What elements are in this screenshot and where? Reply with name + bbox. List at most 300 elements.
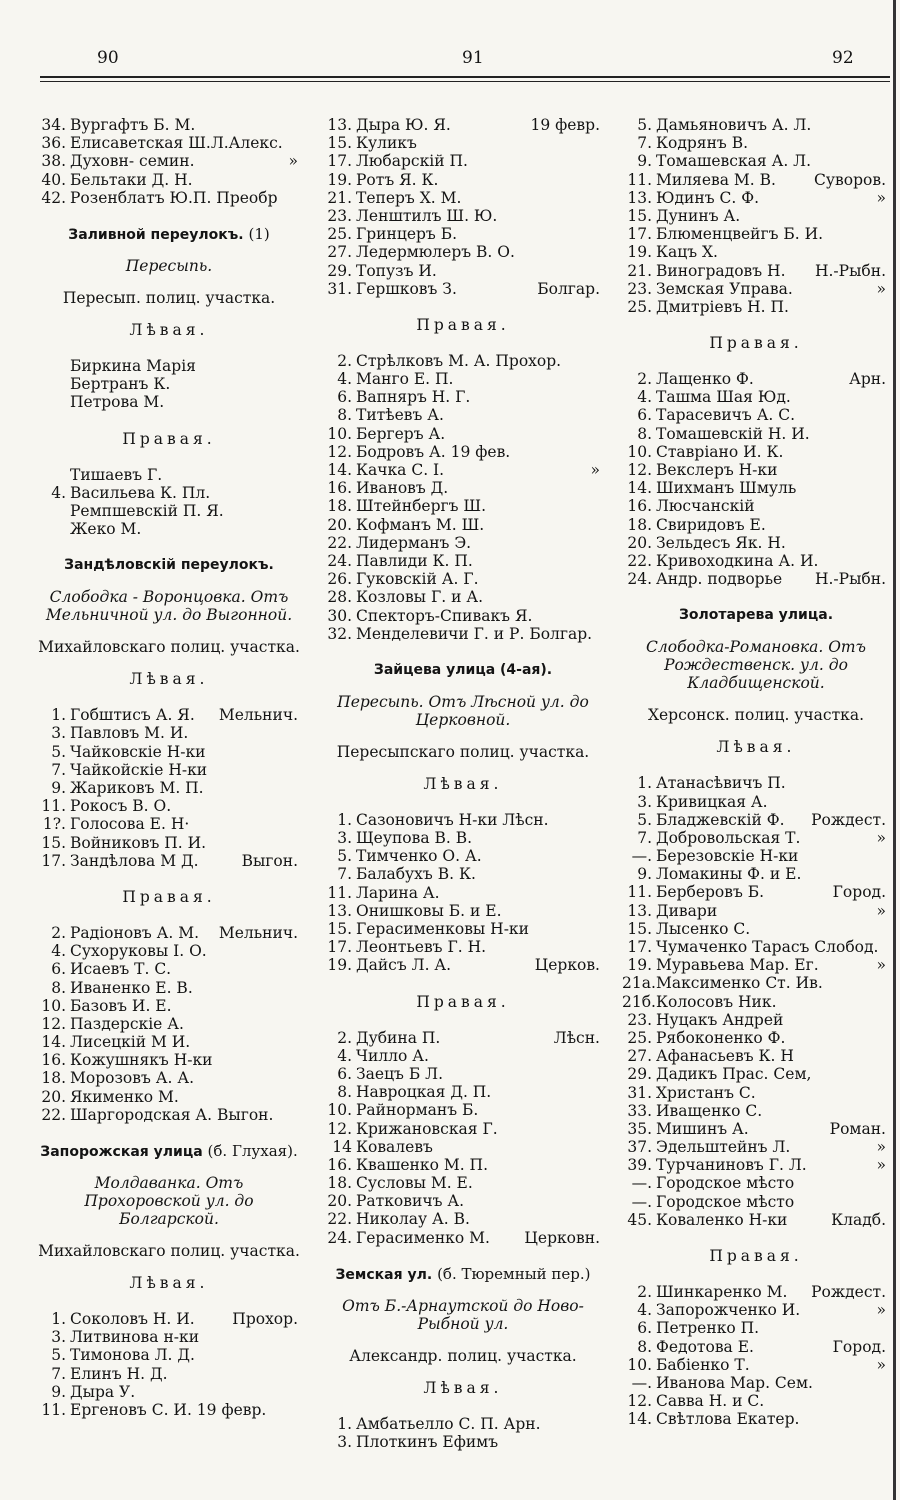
house-number: 28. — [327, 588, 352, 607]
resident-entry — [322, 1210, 604, 1228]
police-precinct: Пересыпскаго полиц. участка. — [336, 742, 590, 761]
house-number: 19. — [327, 956, 352, 975]
resident-entry — [622, 974, 890, 992]
resident-entry — [622, 956, 890, 974]
resident-entry — [322, 884, 604, 902]
resident-entry — [622, 207, 890, 225]
resident-name: Ротъ Я. К. — [356, 170, 439, 189]
resident-name: Колосовъ Ник. — [656, 992, 777, 1011]
police-precinct: Херсонск. полиц. участка. — [647, 706, 865, 725]
resident-name: Лидерманъ Э. — [356, 533, 472, 552]
resident-name: Павлиди К. П. — [356, 551, 473, 570]
cross-street-note — [886, 974, 890, 992]
resident-name: Любарскій П. — [356, 152, 468, 171]
resident-entry — [36, 1365, 302, 1383]
resident-name: Бергеръ А. — [356, 424, 446, 443]
entry-list — [622, 1283, 890, 1429]
resident-name: Васильева К. Пл. — [70, 483, 211, 502]
resident-name: Войниковъ П. И. — [70, 833, 207, 852]
entry-list — [36, 357, 302, 412]
cross-street-note — [298, 1033, 302, 1051]
house-number: 12. — [327, 442, 352, 461]
resident-name: Елинъ Н. Д. — [70, 1364, 168, 1383]
cross-street-note — [298, 1365, 302, 1383]
cross-street-note — [600, 425, 604, 443]
street-former-name: (б. Тюремный пер.) — [437, 1264, 591, 1283]
resident-name: Иващенко С. — [656, 1101, 763, 1120]
resident-entry — [622, 1047, 890, 1065]
resident-name: Титѣевъ А. — [356, 406, 444, 425]
house-number: 12. — [41, 1014, 66, 1033]
resident-name: Христанъ С. — [656, 1083, 756, 1102]
house-number: 10. — [327, 1101, 352, 1120]
resident-entry — [36, 706, 302, 724]
house-number: 20. — [41, 1087, 66, 1106]
resident-name: Чайкойскіе Н-ки — [70, 760, 208, 779]
house-number: 9. — [51, 1382, 66, 1401]
cross-street-note — [886, 225, 890, 243]
resident-name: Штейнбергъ Ш. — [356, 497, 487, 516]
resident-name: Савва Н. и С. — [656, 1392, 765, 1411]
resident-entry — [322, 1083, 604, 1101]
cross-street-note — [886, 388, 890, 406]
resident-entry — [36, 724, 302, 742]
cross-street-note — [600, 370, 604, 388]
house-number: 27. — [327, 243, 352, 262]
resident-name: Берберовъ Б. — [656, 883, 765, 902]
cross-street-note: » — [876, 901, 886, 920]
cross-street-note: » — [876, 1355, 886, 1374]
resident-entry — [322, 1415, 604, 1433]
cross-street-note — [600, 262, 604, 280]
house-number: 31. — [627, 1083, 652, 1102]
house-number: 8. — [637, 424, 652, 443]
house-number: 9. — [637, 865, 652, 884]
house-number: 16. — [327, 1155, 352, 1174]
resident-name: Герасименковы Н-ки — [356, 920, 529, 938]
resident-name: Вургафтъ Б. М. — [70, 116, 196, 134]
side-label: Правая. — [122, 887, 216, 906]
cross-street-note — [886, 243, 890, 261]
house-number: 4. — [637, 388, 652, 407]
cross-street-note — [298, 743, 302, 761]
street-heading — [322, 1265, 604, 1283]
cross-street-note — [600, 1415, 604, 1433]
house-number: 19. — [627, 956, 652, 975]
resident-entry — [622, 370, 890, 388]
house-number: 9. — [637, 152, 652, 171]
cross-street-note — [298, 724, 302, 742]
house-number: 3. — [637, 792, 652, 811]
house-number — [36, 375, 70, 393]
cross-street-note — [886, 552, 890, 570]
resident-name: Голосова Е. Н· — [70, 815, 190, 834]
resident-entry — [622, 1374, 890, 1392]
house-number: 17. — [41, 851, 66, 870]
resident-entry — [622, 1120, 890, 1138]
entry-list — [36, 116, 302, 207]
resident-entry — [36, 1310, 302, 1328]
house-number: 16. — [327, 479, 352, 498]
resident-name: Ремпшевскій П. Я. — [70, 501, 224, 520]
house-number — [36, 502, 70, 520]
house-number: 2. — [337, 351, 352, 370]
resident-entry — [36, 134, 302, 152]
resident-name: Коваленко Н-ки — [656, 1210, 788, 1229]
resident-entry — [322, 1138, 604, 1156]
resident-entry — [322, 607, 604, 625]
resident-name: Стрѣлковъ М. А. Прохор. — [356, 351, 562, 370]
resident-entry — [622, 793, 890, 811]
cross-street-note: Выгон. — [241, 851, 298, 870]
cross-street-note: » — [876, 1301, 886, 1320]
cross-street-note: Кладб. — [831, 1210, 886, 1229]
resident-entry — [322, 189, 604, 207]
house-number: 2. — [51, 923, 66, 942]
house-number: 10. — [41, 996, 66, 1015]
cross-street-note — [298, 1051, 302, 1069]
resident-entry — [622, 406, 890, 424]
cross-street-note — [298, 375, 302, 393]
resident-entry — [622, 938, 890, 956]
house-number: 5. — [337, 847, 352, 866]
resident-name: Томашевскій Н. И. — [656, 424, 810, 443]
cross-street-note — [600, 570, 604, 588]
resident-name: Ларина А. — [356, 883, 440, 902]
resident-entry — [622, 847, 890, 865]
directory-column-1 — [36, 116, 302, 1437]
resident-entry — [36, 815, 302, 833]
resident-name: Дубина П. — [356, 1028, 441, 1047]
cross-street-note — [886, 793, 890, 811]
resident-name: Дивари — [656, 901, 718, 920]
cross-street-note — [298, 1401, 302, 1419]
entry-list — [322, 1029, 604, 1247]
resident-entry — [322, 1174, 604, 1192]
house-number: 33. — [627, 1101, 652, 1120]
resident-name: Дыра Ю. Я. — [356, 116, 451, 134]
cross-street-note — [600, 829, 604, 847]
house-number: 1. — [337, 1414, 352, 1433]
resident-entry — [622, 920, 890, 938]
resident-name: Леонтьевъ Г. Н. — [356, 938, 487, 957]
cross-street-note — [298, 1088, 302, 1106]
directory-column-3 — [622, 116, 890, 1447]
resident-name: Паздерскіе А. — [70, 1014, 184, 1033]
cross-street-note — [600, 865, 604, 883]
cross-street-note: » — [876, 279, 886, 298]
side-label: Правая. — [122, 429, 216, 448]
resident-name: Дыра У. — [70, 1382, 136, 1401]
resident-entry — [622, 116, 890, 134]
resident-name: Елисаветская Ш.Л.Алекс. — [70, 134, 283, 153]
resident-entry — [322, 497, 604, 515]
house-number: 5. — [51, 742, 66, 761]
resident-name: Афанасьевъ К. Н — [656, 1047, 794, 1066]
house-number: 10. — [627, 442, 652, 461]
cross-street-note: Роман. — [829, 1119, 886, 1138]
resident-entry — [36, 189, 302, 207]
resident-entry — [622, 1029, 890, 1047]
house-number: 8. — [337, 1083, 352, 1102]
resident-entry — [322, 1120, 604, 1138]
entry-list — [36, 466, 302, 539]
cross-street-note — [886, 116, 890, 134]
house-number: 13. — [327, 901, 352, 920]
resident-name: Соколовъ Н. И. — [70, 1310, 195, 1328]
house-number: 2. — [337, 1028, 352, 1047]
cross-street-note — [600, 625, 604, 643]
resident-name: Герасименко М. — [356, 1228, 490, 1247]
resident-name: Кожушнякъ Н-ки — [70, 1051, 213, 1070]
house-number: 19. — [627, 243, 652, 262]
street-heading — [622, 606, 890, 624]
cross-street-note — [298, 779, 302, 797]
resident-entry — [622, 774, 890, 792]
resident-name: Максименко Ст. Ив. — [656, 974, 823, 993]
side-label: Лѣвая. — [129, 320, 209, 339]
resident-name: Жеко М. — [70, 520, 142, 539]
resident-name: Тишаевъ Г. — [70, 465, 163, 484]
house-number: 23. — [327, 206, 352, 225]
resident-entry — [622, 171, 890, 189]
house-number: 5. — [51, 1346, 66, 1365]
cross-street-note — [886, 497, 890, 515]
resident-entry — [322, 262, 604, 280]
resident-name: Бабіенко Т. — [656, 1355, 750, 1374]
house-number: 31. — [327, 279, 352, 298]
side-label: Правая. — [709, 334, 803, 353]
resident-name: Шинкаренко М. — [656, 1283, 788, 1301]
resident-entry — [322, 443, 604, 461]
street-heading — [36, 225, 302, 243]
resident-entry — [36, 1051, 302, 1069]
resident-entry — [322, 956, 604, 974]
house-number: 8. — [337, 406, 352, 425]
house-number: 22. — [41, 1105, 66, 1124]
entry-list — [622, 116, 890, 316]
resident-entry — [322, 865, 604, 883]
house-number: 8. — [51, 978, 66, 997]
house-number: 11. — [627, 170, 652, 189]
resident-name: Ленштилъ Ш. Ю. — [356, 206, 498, 225]
house-number — [36, 466, 70, 484]
house-number: 4. — [51, 942, 66, 961]
resident-name: Томашевская А. Л. — [656, 152, 812, 171]
house-number: 45. — [627, 1210, 652, 1229]
resident-name: Турчаниновъ Г. Л. — [656, 1156, 807, 1175]
street-name: Золотарева улица. — [678, 607, 834, 624]
resident-name: Балабухъ В. К. — [356, 865, 476, 884]
resident-entry — [322, 207, 604, 225]
house-number: 8. — [637, 1337, 652, 1356]
resident-name: Лисецкій М И. — [70, 1033, 191, 1052]
house-number: 18. — [627, 515, 652, 534]
house-number: 7. — [637, 134, 652, 153]
resident-name: Ергеновъ С. И. 19 февр. — [70, 1400, 267, 1419]
side-label: Правая. — [416, 315, 510, 334]
side-label: Лѣвая. — [129, 1274, 209, 1292]
resident-entry — [322, 552, 604, 570]
resident-name: Кацъ Х. — [656, 243, 718, 262]
house-number: 2. — [637, 370, 652, 389]
cross-street-note — [600, 189, 604, 207]
page-number-row — [0, 48, 900, 70]
house-number: 24. — [627, 570, 652, 589]
resident-entry — [322, 534, 604, 552]
resident-entry — [322, 225, 604, 243]
resident-name: Дайсъ Л. А. — [356, 956, 452, 975]
cross-street-note — [600, 920, 604, 938]
entry-list — [322, 811, 604, 975]
house-number: 3. — [51, 1328, 66, 1347]
side-label: Лѣвая. — [423, 774, 503, 793]
cross-street-note: Мельнич. — [218, 706, 298, 725]
resident-name: Кодрянъ В. — [656, 134, 749, 153]
cross-street-note — [600, 1192, 604, 1210]
resident-name: Иваненко Е. В. — [70, 978, 193, 997]
house-number: 13. — [627, 188, 652, 207]
house-number: 22. — [327, 533, 352, 552]
resident-entry — [622, 829, 890, 847]
resident-name: Бладжевскій Ф. — [656, 810, 785, 829]
resident-entry — [622, 425, 890, 443]
cross-street-note — [886, 1193, 890, 1211]
house-number: 27. — [627, 1047, 652, 1066]
resident-name: Нуцакъ Андрей — [656, 1010, 784, 1029]
house-number: 14. — [41, 1033, 66, 1052]
resident-entry — [622, 1410, 890, 1428]
resident-entry — [622, 993, 890, 1011]
resident-entry — [322, 1029, 604, 1047]
resident-entry — [322, 479, 604, 497]
resident-name: Щеупова В. В. — [356, 829, 473, 848]
resident-entry — [622, 570, 890, 588]
resident-entry — [322, 152, 604, 170]
entry-list — [36, 924, 302, 1124]
street-location: Пересыпь. Отъ Лѣсной ул. до Церковной. — [337, 692, 589, 729]
house-number: 15. — [327, 134, 352, 153]
house-number: 6. — [637, 406, 652, 425]
resident-name: Якименко М. — [70, 1087, 179, 1106]
street-location: Слободка-Романовка. Отъ Рождественск. ул. до Кладбищенской. — [646, 638, 866, 693]
resident-name: Дамьяновичъ А. Л. — [656, 116, 812, 134]
house-number: 38. — [41, 152, 66, 171]
resident-entry — [322, 461, 604, 479]
cross-street-note — [298, 134, 302, 152]
resident-entry — [36, 1328, 302, 1346]
house-number: 18. — [327, 1174, 352, 1193]
side-label: Лѣвая. — [716, 738, 796, 757]
cross-street-note — [298, 1346, 302, 1364]
cross-street-note: Н.-Рыбн. — [814, 570, 886, 589]
resident-entry — [622, 1283, 890, 1301]
street-name: Заливной переулокъ. — [68, 226, 244, 243]
resident-entry — [36, 1106, 302, 1124]
cross-street-note — [886, 1029, 890, 1047]
resident-name: Кривоходкина А. И. — [656, 551, 819, 570]
resident-entry — [36, 852, 302, 870]
cross-street-note — [886, 534, 890, 552]
entry-list — [322, 352, 604, 643]
resident-name: Городское мѣсто — [656, 1192, 795, 1211]
house-number: 14 — [332, 1137, 352, 1156]
house-number: 6. — [337, 1064, 352, 1083]
cross-street-note — [600, 497, 604, 515]
cross-street-note — [886, 406, 890, 424]
entry-list — [622, 774, 890, 1229]
resident-name: Козловы Г. и А. — [356, 588, 483, 607]
house-number: 40. — [41, 170, 66, 189]
resident-name: Березовскіе Н-ки — [656, 847, 799, 866]
cross-street-note — [298, 1383, 302, 1401]
resident-entry — [622, 1011, 890, 1029]
cross-street-note — [298, 960, 302, 978]
house-number: 17. — [327, 152, 352, 171]
resident-name: Городское мѣсто — [656, 1174, 795, 1193]
house-number: 17. — [627, 938, 652, 956]
resident-name: Чилло А. — [356, 1046, 429, 1065]
resident-name: Гринцеръ Б. — [356, 225, 458, 244]
resident-entry — [36, 761, 302, 779]
cross-street-note — [600, 1083, 604, 1101]
resident-name: Бертранъ К. — [70, 375, 171, 394]
resident-entry — [622, 152, 890, 170]
resident-entry — [36, 942, 302, 960]
cross-street-note — [600, 243, 604, 261]
resident-entry — [622, 811, 890, 829]
cross-street-note — [600, 811, 604, 829]
resident-name: Ивановъ Д. — [356, 479, 449, 498]
cross-street-note — [600, 443, 604, 461]
house-number: 1. — [51, 1310, 66, 1328]
house-number: 7. — [337, 865, 352, 884]
street-location: Молдаванка. Отъ Прохоровской ул. до Болгарской. — [84, 1174, 254, 1228]
cross-street-note — [886, 1084, 890, 1102]
resident-entry — [322, 1229, 604, 1247]
house-number: 10. — [627, 1355, 652, 1374]
resident-name: Блюменцвейгъ Б. И. — [656, 225, 824, 244]
resident-name: Исаевъ Т. С. — [70, 960, 172, 979]
cross-street-note — [886, 1102, 890, 1120]
house-number: —. — [631, 847, 652, 866]
house-number: 23. — [627, 279, 652, 298]
cross-street-note — [298, 834, 302, 852]
house-number: 20. — [327, 515, 352, 534]
resident-name: Навроцкая Д. П. — [356, 1083, 492, 1102]
cross-street-note — [886, 207, 890, 225]
cross-street-note — [298, 502, 302, 520]
cross-street-note — [600, 406, 604, 424]
resident-entry — [322, 370, 604, 388]
resident-entry — [622, 883, 890, 901]
cross-street-note — [600, 1433, 604, 1451]
cross-street-note — [298, 1328, 302, 1346]
resident-entry — [36, 1383, 302, 1401]
house-number: 21. — [327, 188, 352, 207]
cross-street-note — [886, 920, 890, 938]
house-number: 18. — [327, 497, 352, 516]
side-label: Правая. — [709, 1247, 803, 1265]
resident-entry — [36, 375, 302, 393]
cross-street-note — [600, 1138, 604, 1156]
house-number: 4. — [637, 1301, 652, 1320]
police-precinct: Александр. полиц. участка. — [349, 1346, 577, 1365]
resident-name: Манго Е. П. — [356, 370, 454, 389]
resident-name: Райнорманъ Б. — [356, 1101, 479, 1120]
resident-name: Плоткинъ Ефимъ — [356, 1433, 499, 1451]
house-number: 34. — [41, 116, 66, 134]
